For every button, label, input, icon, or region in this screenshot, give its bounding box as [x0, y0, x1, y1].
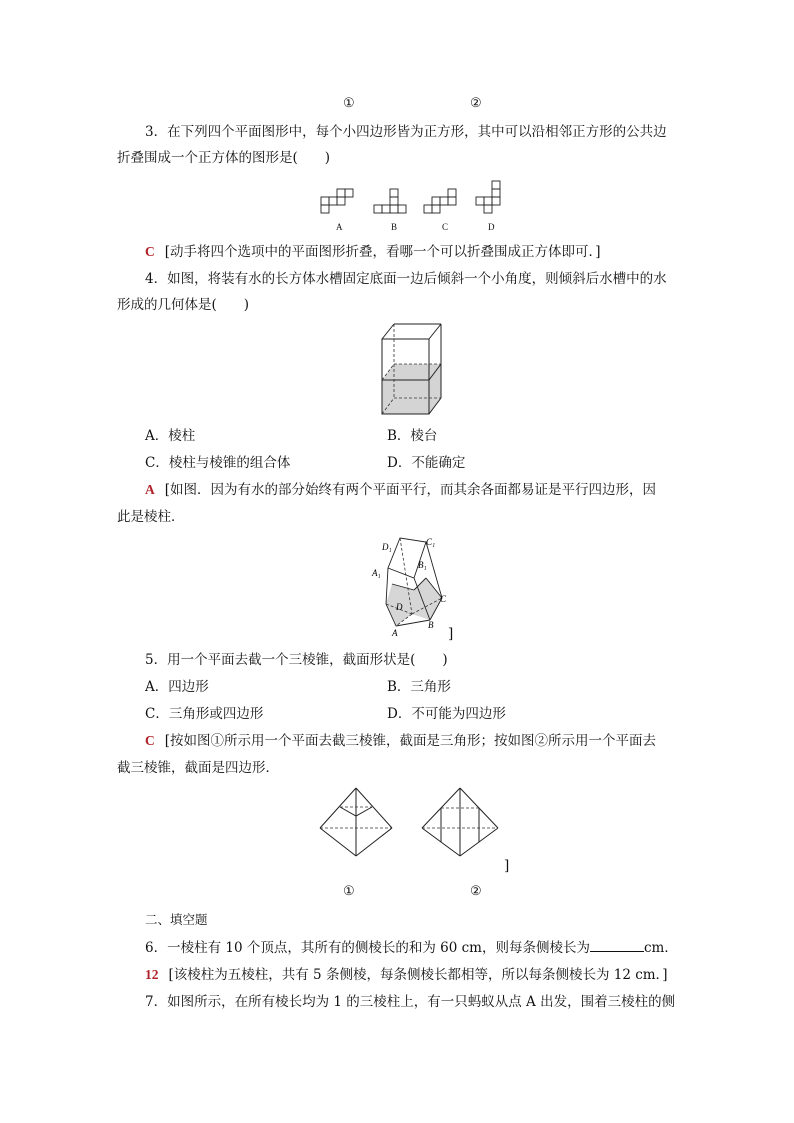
- q4-tilted-prism-figure: [368, 532, 458, 642]
- q3-option-b-label: B: [391, 222, 398, 232]
- figure-label-1: ①: [343, 96, 355, 111]
- q5-bracket-close: ]: [504, 858, 510, 874]
- q5-option-a: A．四边形: [145, 679, 209, 695]
- q5-answer: C: [145, 733, 155, 748]
- q6-answer-blank: [590, 939, 644, 952]
- q6-stem-text: 6．一棱柱有 10 个顶点，其所有的侧棱长的和为 60 cm，则每条侧棱长为: [145, 940, 590, 956]
- q3-stem-line1: 3．在下列四个平面图形中，每个小四边形皆为正方形，其中可以沿相邻正方形的公共边: [145, 124, 667, 140]
- label-c: C: [440, 594, 447, 604]
- q3-nets-figure: [318, 176, 508, 232]
- q3-answer-line: [145, 242, 601, 262]
- q4-option-d: D．不能确定: [387, 455, 466, 471]
- q6-answer-line: [145, 965, 668, 985]
- label-a1: A₁: [372, 568, 381, 578]
- q5-option-b: B．三角形: [387, 679, 451, 695]
- q4-answer-line: [145, 480, 656, 500]
- q5-figure-label-2: ②: [470, 884, 482, 899]
- label-a: A: [392, 628, 398, 638]
- q4-bracket-close: ]: [448, 626, 454, 642]
- q6-stem: [145, 938, 678, 958]
- q3-option-c-label: C: [442, 222, 449, 232]
- q6-answer: 12: [145, 967, 159, 982]
- q4-explanation-line2: 此是棱柱．: [117, 509, 185, 525]
- q5-answer-line: [145, 731, 656, 751]
- q5-explanation-line1: [按如图①所示用一个平面去截三棱锥，截面是三角形；按如图②所示用一个平面去: [164, 733, 657, 749]
- q4-stem-line1: 4．如图，将装有水的长方体水槽固定底面一边后倾斜一个小角度，则倾斜后水槽中的水: [145, 271, 667, 287]
- q4-option-c: C．棱柱与棱锥的组合体: [145, 455, 291, 471]
- q4-answer: A: [145, 482, 155, 497]
- q5-explanation-line2: 截三棱锥，截面是四边形．: [117, 760, 279, 776]
- q6-explanation: [该棱柱为五棱柱，共有 5 条侧棱，每条侧棱长都相等，所以每条侧棱长为 12 cm．]: [168, 967, 668, 983]
- q7-stem-line1: 7．如图所示，在所有棱长均为 1 的三棱柱上，有一只蚂蚁从点 A 出发，围着三棱柱的侧: [145, 994, 676, 1010]
- figure-label-2: ②: [470, 96, 482, 111]
- label-b1: B₁: [418, 560, 427, 570]
- q4-option-b: B．棱台: [387, 428, 438, 444]
- q5-option-c: C．三角形或四边形: [145, 706, 264, 722]
- q4-stem-line2: 形成的几何体是( ): [117, 297, 250, 313]
- q5-figure-label-1: ①: [343, 884, 355, 899]
- label-d1: D₁: [382, 542, 392, 552]
- q5-pyramid-figure-1: [318, 786, 396, 860]
- q4-explanation-line1: [如图．因为有水的部分始终有两个平面平行，而其余各面都易证是平行四边形，因: [164, 482, 657, 498]
- label-c1: C₁: [426, 537, 436, 547]
- q6-stem-unit: cm．: [643, 940, 678, 956]
- q3-option-d-label: D: [488, 222, 495, 232]
- q5-option-d: D．不可能为四边形: [387, 706, 506, 722]
- q3-stem-line2: 折叠围成一个正方体的图形是( ): [117, 150, 331, 166]
- section-title-fill-in: 二、填空题: [145, 912, 208, 927]
- q5-pyramid-figure-2: [420, 786, 500, 860]
- q4-tank-figure: [378, 320, 448, 416]
- q3-answer: C: [145, 244, 155, 259]
- q3-option-a-label: A: [336, 222, 343, 232]
- label-d: D: [396, 602, 403, 612]
- q4-option-a: A．棱柱: [145, 428, 196, 444]
- label-b: B: [428, 620, 434, 630]
- q5-stem: 5．用一个平面去截一个三棱锥，截面形状是( ): [145, 652, 448, 668]
- q3-explanation: [动手将四个选项中的平面图形折叠，看哪一个可以折叠围成正方体即可．]: [164, 244, 601, 260]
